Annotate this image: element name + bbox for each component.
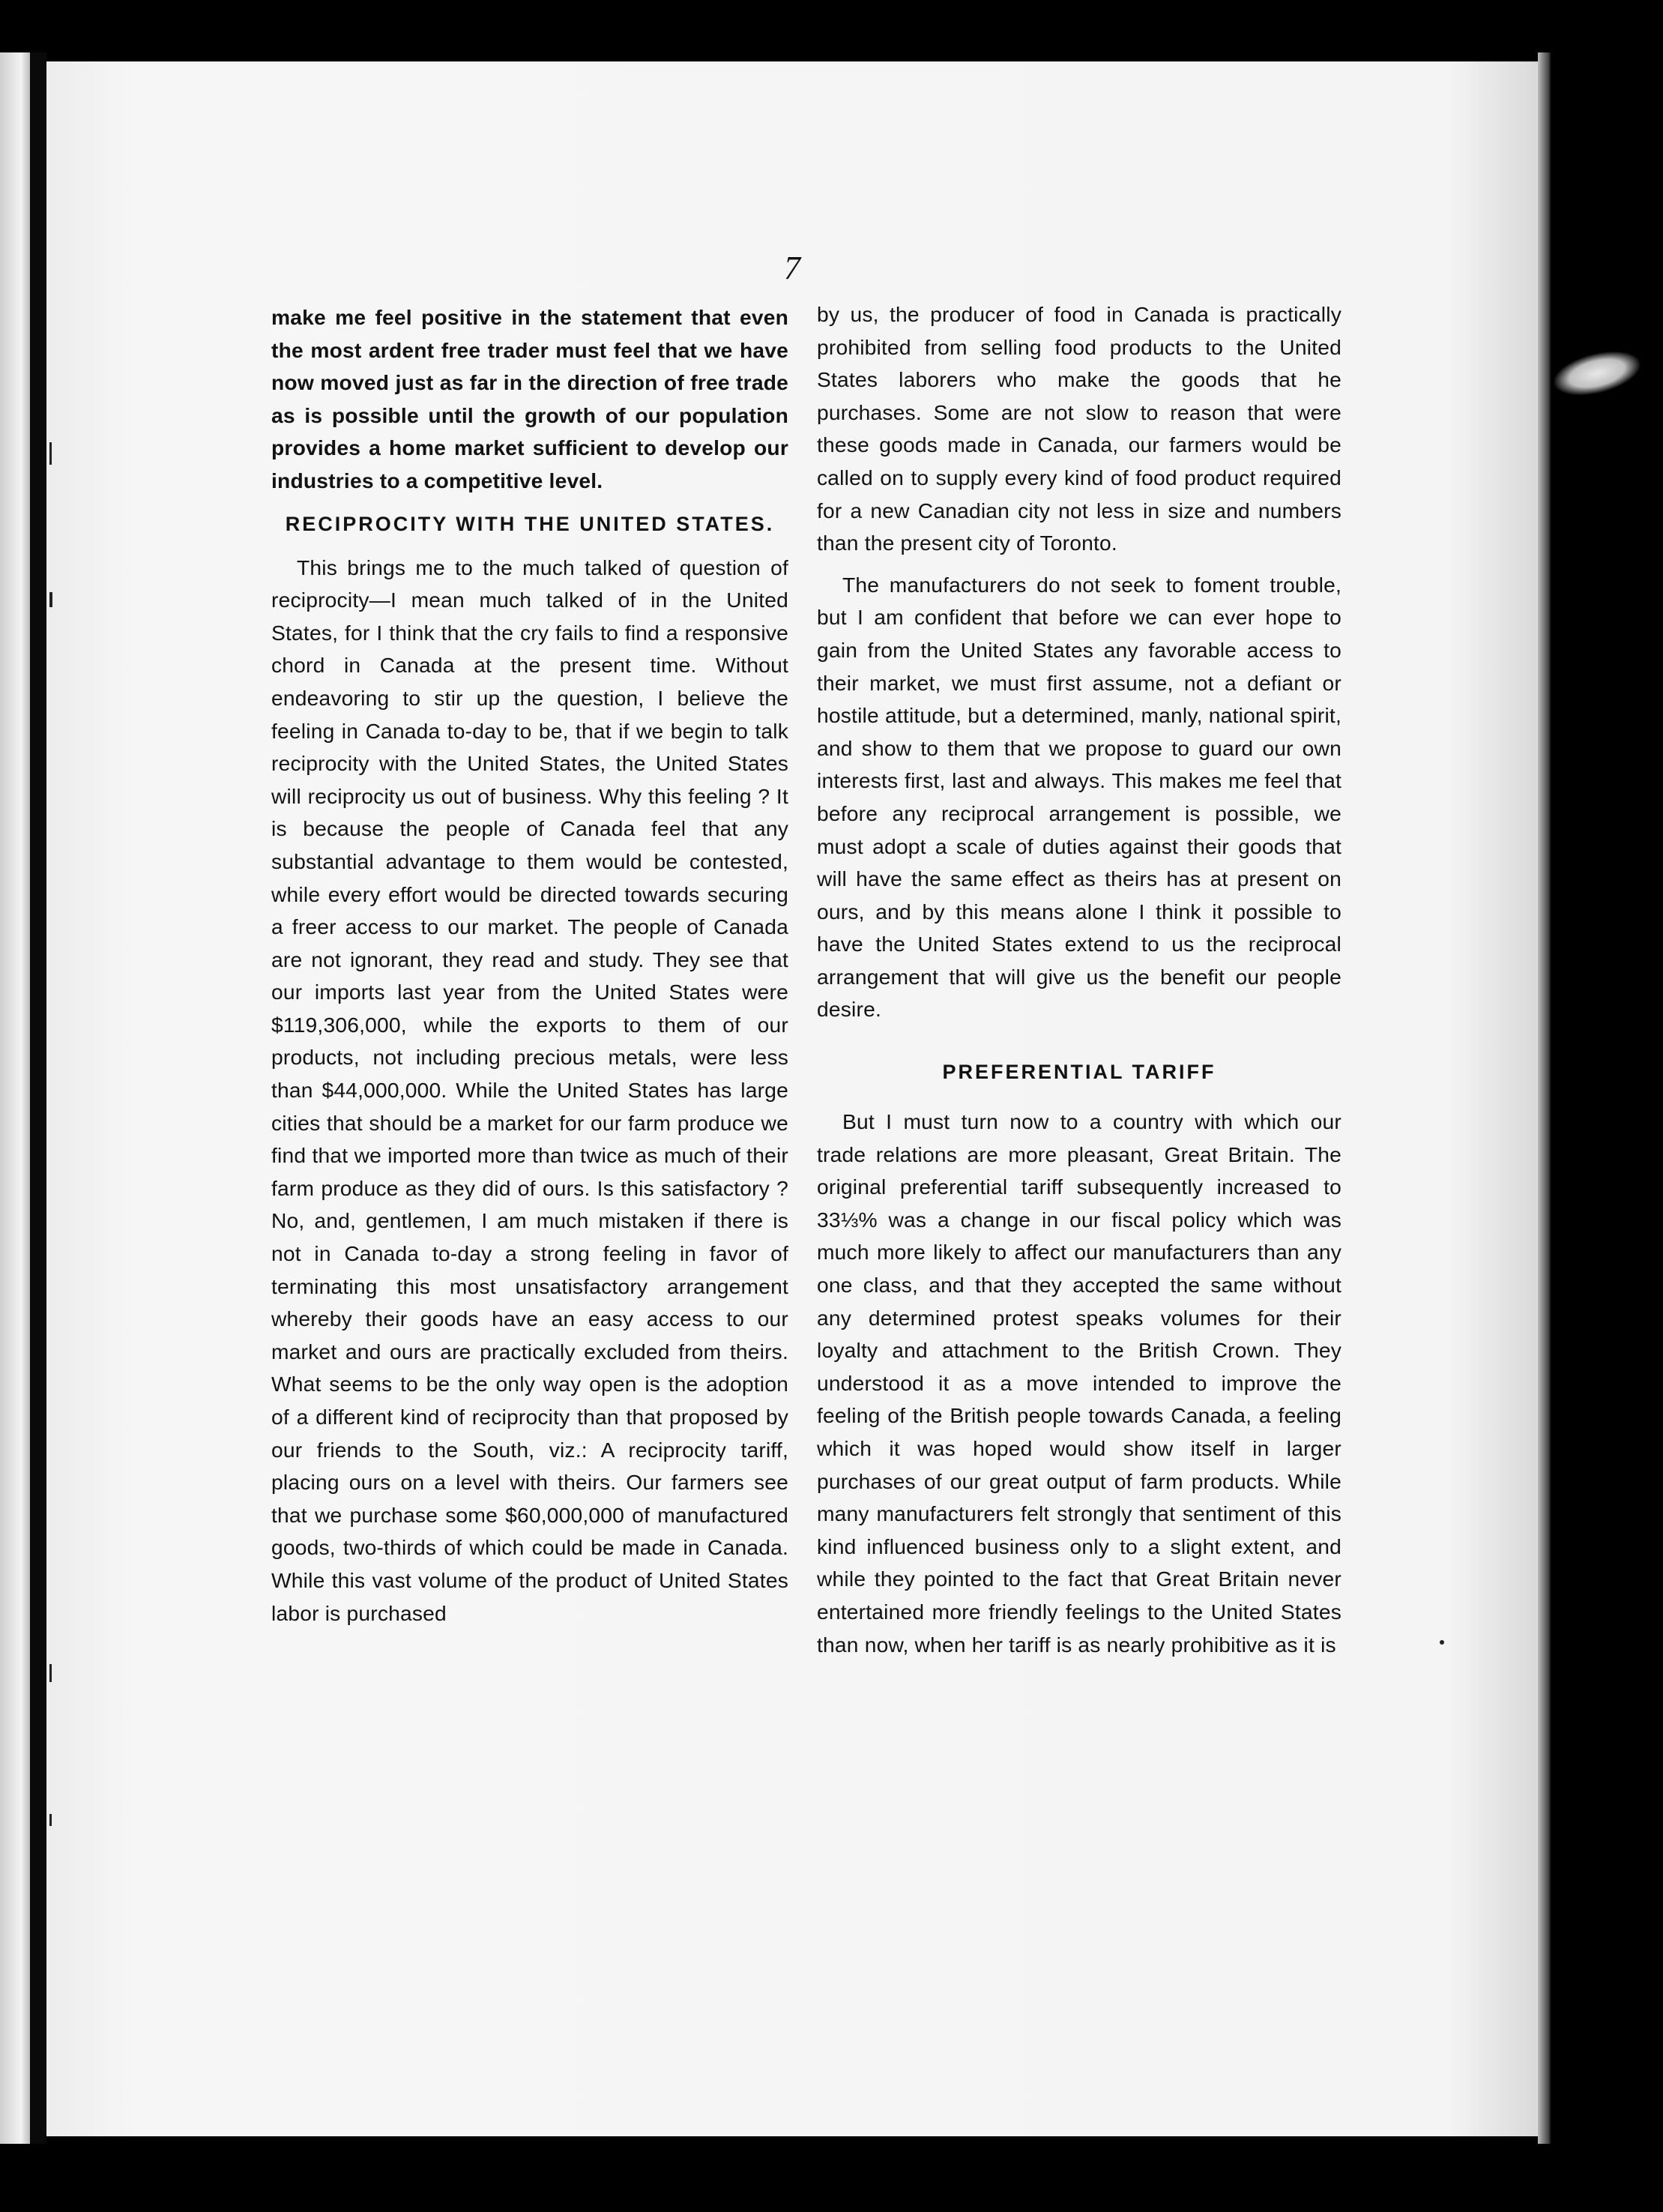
page-right-edge — [1538, 52, 1551, 2144]
right-manufacturers-paragraph: The manufacturers do not seek to foment trouble, but I am confident that before we can ever hope to gain from the United States any favorable access to their market, we must first assume, not a defiant or hostile attitude, but a determined, manly, national spirit, and show to them that we propose to guard our own interests first, last and always. This makes me feel that before any reciprocal arrangement is possible, we must adopt a scale of duties against their goods that will have the same effect as theirs has at present on ours, and by this means alone I think it possible to have the United States extend to us the reciprocal arrangement that will give us the benefit our people desire. — [817, 572, 1341, 1022]
margin-mark — [49, 592, 52, 607]
heading-preferential-tariff: PREFERENTIAL TARIFF — [942, 1061, 1216, 1084]
right-column — [817, 298, 1341, 1661]
left-column — [271, 301, 788, 1630]
right-continuation-paragraph: by us, the producer of food in Canada is practically prohibited from selling food products to the United States laborers who make the goods that he purchases. Some are not slow to reason that were these goods made in Canada, our farmers would be called on to supply every kind of food product required for a new Canadian city not less in size and numbers than the present city of Toronto. — [817, 302, 1341, 555]
page — [46, 61, 1538, 2136]
left-opening-text: make me feel positive in the statement that even the most ardent free trader must feel that we have now moved just as far in the direction of free trade as is possible until the growth of our population provides a home market sufficient to develop our industries to a competitive level. — [271, 305, 788, 492]
scan-smudge — [1549, 343, 1644, 403]
left-reciprocity-paragraph: This brings me to the much talked of question of reciprocity—I mean much talked of in the United States, for I think that the cry fails to find a responsive chord in Canada at the present time. Without endeavoring to stir up the question, I believe the feeling in Canada to-day to be, that if we begin to talk reciprocity with the United States, the United States will reciprocity us out of business. Why this feeling ? It is because the people of Canada feel that any substantial advantage to them would be contested, while every effort would be directed towards securing a freer access to our market. The people of Canada are not ignorant, they read and study. They see that our imports last year from the United States were $119,306,000, while the exports to them of our products, not including precious metals, were less than $44,000,000. While the United States has large cities that should be a market for our farm produce we find that we imported more than twice as much of their farm produce as they did of ours. Is this satisfactory ? No, and, gentlemen, I am much mistaken if there is not in Canada to-day a strong feeling in favor of terminating this most unsatisfactory arrangement whereby their goods have an easy access to our market and ours are practically excluded from theirs. What seems to be the only way open is the adoption of a different kind of reciprocity than that proposed by our friends to the South, viz.: A reciprocity tariff, placing ours on a level with theirs. Our farmers see that we purchase some $60,000,000 of manufactured goods, two-thirds of which could be made in Canada. While this vast volume of the product of United States labor is purchased — [271, 555, 788, 1625]
left-opening-paragraph — [271, 301, 788, 498]
margin-mark — [49, 1814, 52, 1826]
ink-dot — [1440, 1640, 1444, 1645]
heading-reciprocity: RECIPROCITY WITH THE UNITED STATES. — [285, 512, 775, 535]
right-preferential-paragraph: But I must turn now to a country with which our trade relations are more pleasant, Great Britain. The original preferential tariff subsequently increased to 33⅓% was a change in our fiscal policy which was much more likely to affect our manufacturers than any one class, and that they accepted the same without any determined protest speaks volumes for their loyalty and attachment to the British Crown. They understood it as a move intended to improve the feeling of the British people towards Canada, a feeling which it was hoped would show itself in larger purchases of our great output of farm products. While many manufacturers felt strongly that sentiment of this kind influenced business only to a slight extent, and while they pointed to the fact that Great Britain never entertained more friendly feelings to the United States than now, when her tariff is as nearly prohibitive as it is — [817, 1109, 1341, 1657]
margin-mark — [49, 1664, 52, 1682]
page-number: 7 — [784, 250, 800, 286]
previous-page-edge — [0, 52, 30, 2144]
margin-mark — [49, 442, 52, 465]
book-gutter — [30, 52, 46, 2144]
